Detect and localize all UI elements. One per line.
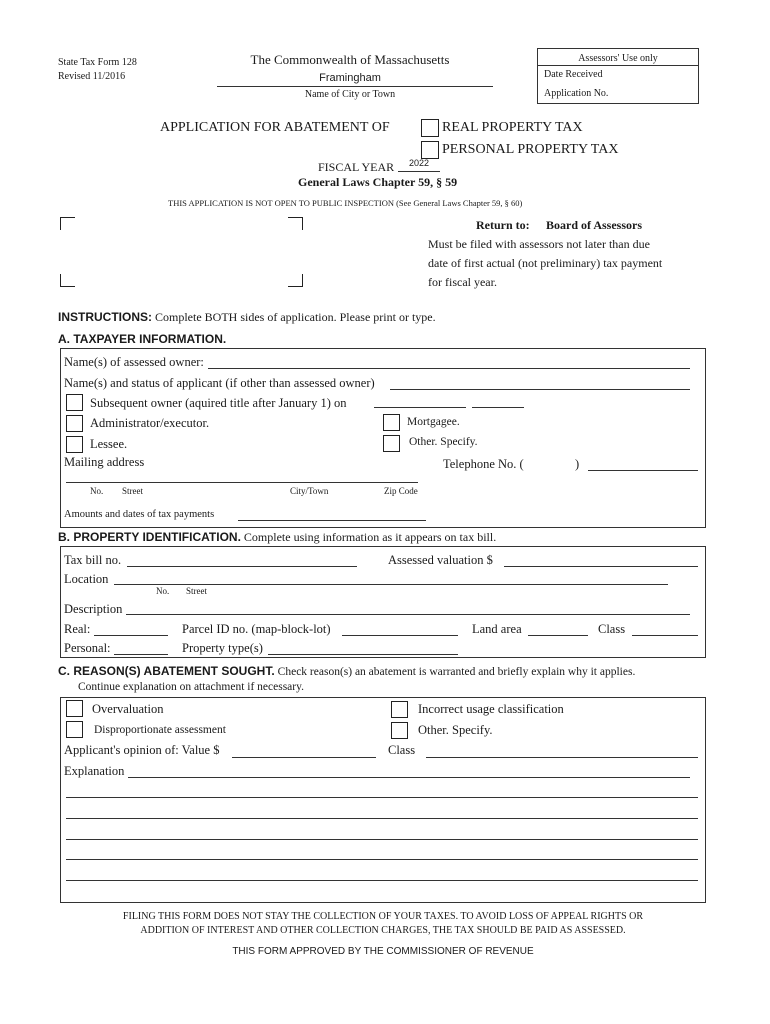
telephone-close: ) — [575, 457, 580, 471]
commonwealth: The Commonwealth of Massachusetts — [250, 52, 450, 67]
fiscal-year-line — [398, 171, 440, 172]
assessed-valuation-label: Assessed valuation $ — [388, 553, 493, 567]
section-c-heading-row — [58, 664, 635, 679]
class-field-b[interactable] — [632, 635, 698, 636]
mailing-label: Mailing address — [64, 455, 145, 469]
class-label-c: Class — [388, 743, 416, 757]
assessors-divider — [537, 65, 699, 66]
telephone-label: Telephone No. ( — [443, 457, 524, 471]
administrator-checkbox[interactable] — [66, 415, 83, 432]
date-received: Date Received — [544, 69, 603, 80]
overvaluation-checkbox[interactable] — [66, 700, 83, 717]
administrator-label: Administrator/executor. — [90, 416, 210, 430]
explanation-line-6[interactable] — [66, 880, 698, 881]
description-field[interactable] — [126, 614, 690, 615]
subsequent-owner-checkbox[interactable] — [66, 394, 83, 411]
application-no: Application No. — [544, 88, 609, 99]
section-b-heading-text: Complete using information as it appears on tax bill. — [243, 530, 497, 544]
location-field[interactable] — [114, 584, 668, 585]
city-value[interactable]: Framingham — [319, 72, 381, 84]
disproportionate-checkbox[interactable] — [66, 721, 83, 738]
section-b-box — [60, 546, 706, 658]
subsequent-owner-label: Subsequent owner (aquired title after January 1) on — [90, 396, 347, 410]
disproportionate-label: Disproportionate assessment — [94, 724, 226, 736]
location-street: Street — [186, 586, 207, 596]
title-real: REAL PROPERTY TAX — [442, 120, 583, 135]
personal-property-checkbox[interactable] — [421, 141, 439, 159]
opinion-value-field[interactable] — [232, 757, 376, 758]
personal-field[interactable] — [114, 654, 168, 655]
section-c-continue: Continue explanation on attachment if necessary. — [78, 681, 304, 693]
incorrect-usage-checkbox[interactable] — [391, 701, 408, 718]
public-notice: THIS APPLICATION IS NOT OPEN TO PUBLIC INSPECTION (See General Laws Chapter 59, § 60) — [168, 198, 523, 208]
section-b-heading-row — [58, 530, 496, 545]
return-label: Return to: — [476, 218, 530, 232]
corner-mark-bl — [60, 274, 75, 287]
corner-mark-tr — [288, 217, 303, 230]
class-field-c[interactable] — [426, 757, 698, 758]
description-label: Description — [64, 602, 123, 616]
corner-mark-tl — [60, 217, 75, 230]
telephone-field[interactable] — [588, 470, 698, 471]
return-line2: date of first actual (not preliminary) tax payment — [428, 256, 663, 270]
owner-label: Name(s) of assessed owner: — [64, 355, 204, 369]
return-line3: for fiscal year. — [428, 275, 497, 289]
explanation-line-3[interactable] — [66, 818, 698, 819]
mortgagee-checkbox[interactable] — [383, 414, 400, 431]
mailing-street: Street — [122, 486, 143, 496]
other-checkbox[interactable] — [383, 435, 400, 452]
mailing-field[interactable] — [66, 482, 418, 483]
owner-field[interactable] — [208, 368, 690, 369]
instructions — [58, 310, 436, 325]
parcel-label: Parcel ID no. (map-block-lot) — [182, 622, 331, 636]
property-types-field[interactable] — [268, 654, 458, 655]
class-label-b: Class — [598, 622, 626, 636]
explanation-line-5[interactable] — [66, 859, 698, 860]
land-area-label: Land area — [472, 622, 522, 636]
instructions-text: Complete BOTH sides of application. Please print or type. — [155, 310, 436, 324]
parcel-field[interactable] — [342, 635, 458, 636]
mailing-zip: Zip Code — [384, 486, 418, 496]
overvaluation-label: Overvaluation — [92, 702, 164, 716]
real-field[interactable] — [94, 635, 168, 636]
real-label: Real: — [64, 622, 91, 636]
section-c-heading: C. REASON(S) ABATEMENT SOUGHT. — [58, 664, 275, 678]
lessee-label: Lessee. — [90, 437, 128, 451]
payments-label: Amounts and dates of tax payments — [64, 509, 215, 520]
lessee-checkbox[interactable] — [66, 436, 83, 453]
payments-field[interactable] — [238, 520, 426, 521]
tax-bill-field[interactable] — [127, 566, 357, 567]
city-label: Name of City or Town — [304, 89, 396, 100]
assessed-valuation-field[interactable] — [504, 566, 698, 567]
corner-mark-br — [288, 274, 303, 287]
fiscal-year-value[interactable]: 2022 — [408, 158, 430, 168]
city-line — [217, 86, 493, 87]
tax-bill-label: Tax bill no. — [64, 553, 122, 567]
applicant-field[interactable] — [390, 389, 690, 390]
real-property-checkbox[interactable] — [421, 119, 439, 137]
fiscal-year-label: FISCAL YEAR — [318, 160, 395, 174]
section-c-heading-text: Check reason(s) an abatement is warranted and briefly explain why it applies. — [277, 666, 636, 678]
subsequent-year-field[interactable] — [472, 407, 524, 408]
opinion-label: Applicant's opinion of: Value $ — [64, 743, 220, 757]
other-label: Other. Specify. — [409, 436, 478, 448]
location-no: No. — [156, 586, 170, 596]
mailing-city: City/Town — [290, 486, 329, 496]
footer-approved: THIS FORM APPROVED BY THE COMMISSIONER OF REVENUE — [232, 946, 534, 957]
property-types-label: Property type(s) — [182, 641, 263, 655]
section-b-heading: B. PROPERTY IDENTIFICATION. — [58, 530, 241, 544]
title-main: APPLICATION FOR ABATEMENT OF — [160, 120, 390, 135]
land-area-field[interactable] — [528, 635, 588, 636]
personal-label: Personal: — [64, 641, 111, 655]
form-number: State Tax Form 128 — [58, 57, 137, 68]
assessors-use-label: Assessors' Use only — [578, 53, 658, 64]
location-label: Location — [64, 572, 109, 586]
footer-line1: FILING THIS FORM DOES NOT STAY THE COLLECTION OF YOUR TAXES. TO AVOID LOSS OF APPEAL RIGHTS OR — [122, 911, 644, 922]
applicant-label: Name(s) and status of applicant (if other than assessed owner) — [64, 376, 375, 390]
explanation-label: Explanation — [64, 764, 125, 778]
return-line1: Must be filed with assessors not later than due — [428, 237, 650, 251]
explanation-line-4[interactable] — [66, 839, 698, 840]
law-reference: General Laws Chapter 59, § 59 — [298, 175, 458, 189]
subsequent-date-field[interactable] — [374, 407, 466, 408]
explanation-line-2[interactable] — [66, 797, 698, 798]
explanation-line-1[interactable] — [128, 777, 690, 778]
incorrect-usage-label: Incorrect usage classification — [418, 702, 564, 716]
section-a-heading: A. TAXPAYER INFORMATION. — [58, 332, 227, 346]
return-to: Board of Assessors — [546, 218, 643, 232]
other-reason-checkbox[interactable] — [391, 722, 408, 739]
mailing-no: No. — [90, 486, 104, 496]
footer-line2: ADDITION OF INTEREST AND OTHER COLLECTION CHARGES, THE TAX SHOULD BE PAID AS ASSESSED. — [140, 925, 626, 936]
title-personal: PERSONAL PROPERTY TAX — [442, 142, 619, 157]
revised-date: Revised 11/2016 — [58, 71, 126, 82]
mortgagee-label: Mortgagee. — [407, 416, 460, 428]
instructions-label: INSTRUCTIONS: — [58, 310, 152, 324]
other-reason-label: Other. Specify. — [418, 723, 493, 737]
